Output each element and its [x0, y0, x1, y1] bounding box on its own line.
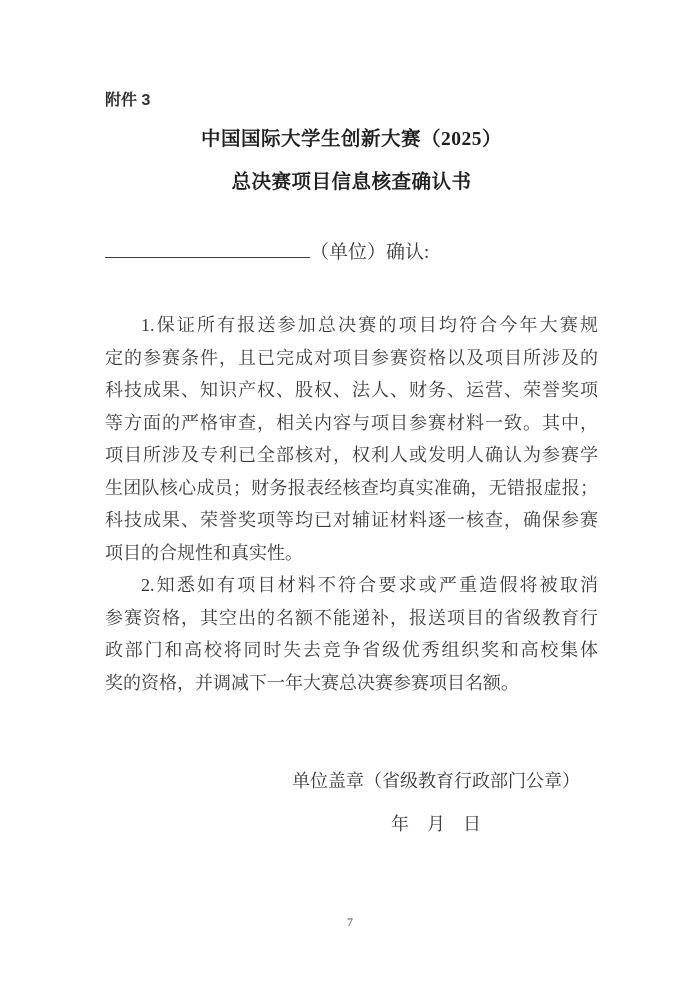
paragraph-2-line-1: 2.知悉如有项目材料不符合要求或严重造假将被取消	[141, 575, 598, 595]
paragraph-1-line-7: 科技成果、荣誉奖项等均已对辅证材料逐一核查，确保参赛	[105, 510, 598, 530]
paragraph-1	[105, 309, 598, 569]
unit-name-blank-underline	[105, 238, 310, 258]
document-title-line1: 中国国际大学生创新大赛（2025）	[200, 129, 502, 150]
unit-confirm-line	[105, 238, 598, 268]
unit-confirm-label: （单位）确认:	[310, 242, 430, 263]
paragraph-1-line-6: 生团队核心成员；财务报表经核查均真实准确，无错报虚报；	[105, 477, 598, 498]
signature-date-line: 年 月 日	[391, 814, 481, 834]
page-number: 7	[347, 915, 353, 929]
paragraph-1-line-8: 项目的合规性和真实性。	[105, 542, 303, 563]
signature-stamp-line: 单位盖章（省级教育行政部门公章）	[292, 771, 580, 791]
body-text	[105, 309, 598, 699]
paragraph-1-line-3: 科技成果、知识产权、股权、法人、财务、运营、荣誉奖项	[105, 380, 598, 400]
paragraph-2	[105, 569, 598, 699]
paragraph-1-line-4: 等方面的严格审查，相关内容与项目参赛材料一致。其中，	[105, 412, 598, 433]
attachment-label: 附件 3	[105, 92, 151, 109]
paragraph-2-line-3: 政部门和高校将同时失去竞争省级优秀组织奖和高校集体	[105, 640, 598, 660]
paragraph-1-line-5: 项目所涉及专利已全部核对，权利人或发明人确认为参赛学	[105, 445, 598, 465]
paragraph-1-line-2: 定的参赛条件，且已完成对项目参赛资格以及项目所涉及的	[105, 347, 598, 368]
document-title-line2: 总决赛项目信息核查确认书	[231, 172, 472, 193]
paragraph-2-line-2: 参赛资格，其空出的名额不能递补，报送项目的省级教育行	[105, 607, 598, 628]
paragraph-2-line-4: 奖的资格，并调减下一年大赛总决赛参赛项目名额。	[105, 672, 519, 693]
paragraph-1-line-1: 1.保证所有报送参加总决赛的项目均符合今年大赛规	[141, 315, 598, 335]
